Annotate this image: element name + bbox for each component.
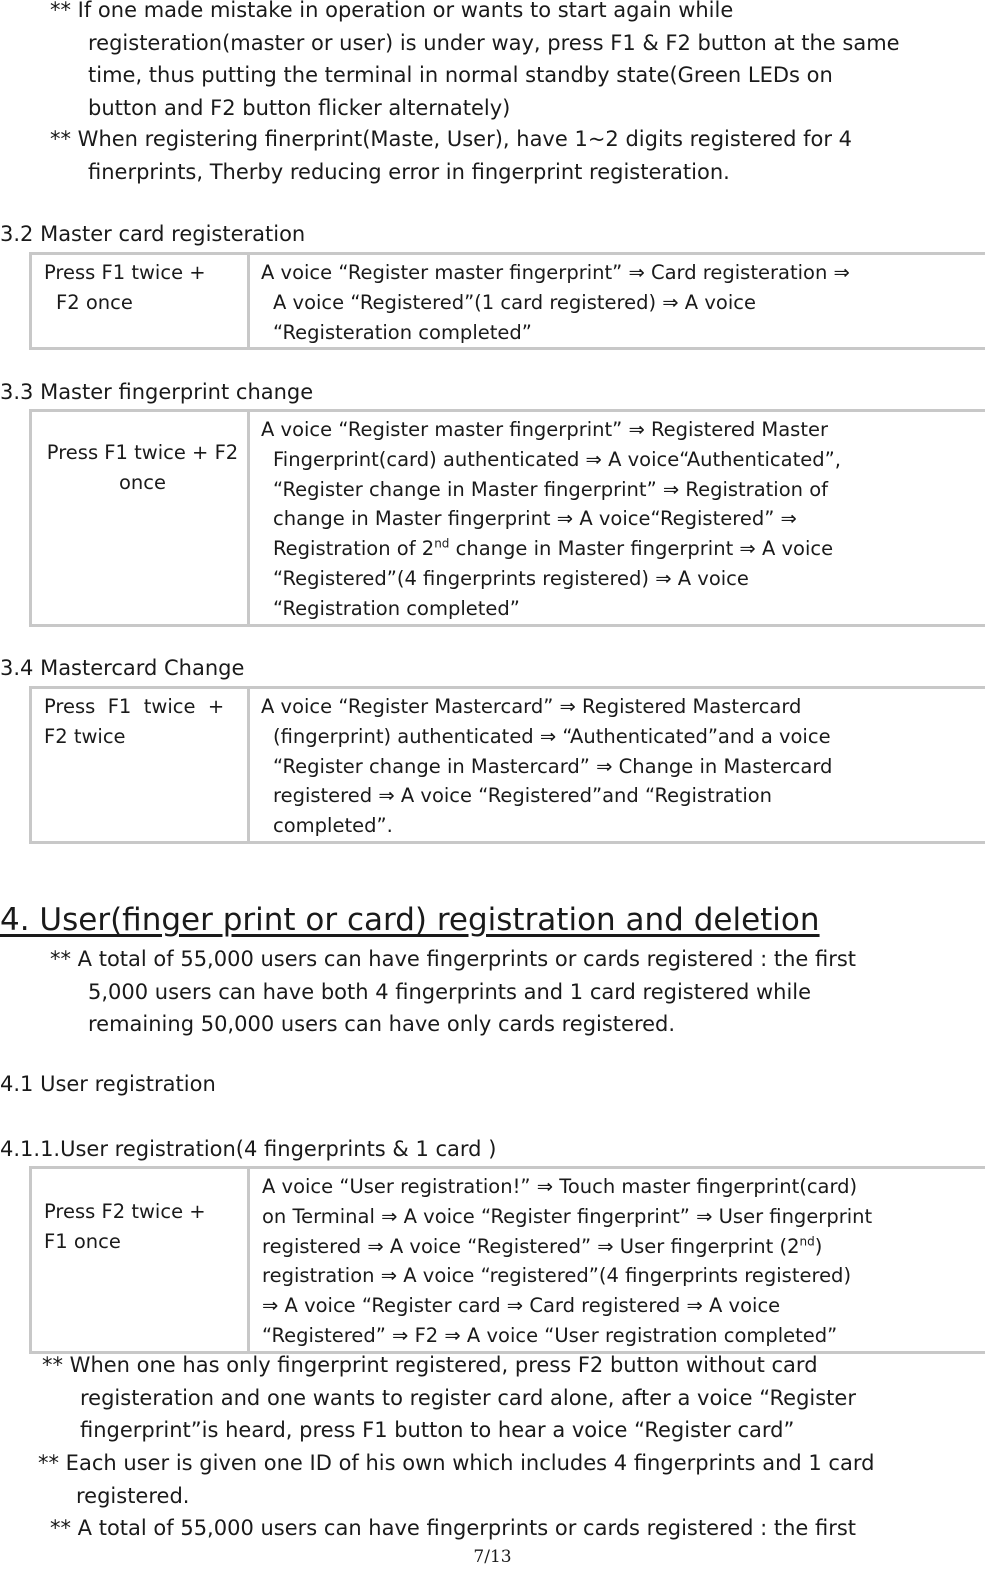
cell-line: Press F1 twice + bbox=[44, 261, 206, 284]
section-4-1-title: 4.1 User registration bbox=[0, 1072, 216, 1096]
cell-line: “Register change in Master fingerprint” ⇒ Registration of bbox=[273, 477, 828, 501]
table-left-cell bbox=[31, 688, 249, 843]
section-4-1-1-table bbox=[29, 1166, 985, 1354]
note-line: ** If one made mistake in operation or wants to start again while bbox=[50, 0, 734, 22]
cell-line: A voice “User registration!” ⇒ Touch master fingerprint(card) bbox=[262, 1175, 858, 1198]
cell-line: “Registeration completed” bbox=[273, 320, 532, 344]
note-line: finerprints, Therby reducing error in fingerprint registeration. bbox=[88, 159, 730, 184]
cell-line: once bbox=[118, 470, 166, 494]
cell-line: F2 once bbox=[56, 290, 133, 314]
section-4-1-1-title: 4.1.1.User registration(4 fingerprints & 1 card ) bbox=[0, 1137, 497, 1161]
cell-text: ) bbox=[814, 1234, 823, 1258]
cell-line: F1 once bbox=[44, 1229, 121, 1253]
cell-line: A voice “Register Mastercard” ⇒ Registered Mastercard bbox=[261, 695, 802, 718]
cell-line bbox=[262, 1232, 976, 1262]
cell-line: “Registration completed” bbox=[273, 596, 520, 620]
intro-note-1 bbox=[50, 0, 985, 124]
cell-line: A voice “Registered”(1 card registered) ⇒ A voice bbox=[273, 290, 756, 314]
note-line: time, thus putting the terminal in normal standby state(Green LEDs on bbox=[88, 63, 833, 87]
section-4-note bbox=[50, 943, 985, 1041]
cell-line: F2 twice bbox=[44, 724, 126, 748]
note-line: ** Each user is given one ID of his own which includes 4 fingerprints and 1 card bbox=[38, 1451, 875, 1475]
cell-line: on Terminal ⇒ A voice “Register fingerprint” ⇒ User fingerprint bbox=[262, 1204, 873, 1228]
table-left-cell bbox=[31, 254, 249, 349]
table-right-cell bbox=[249, 411, 985, 626]
table-right-cell bbox=[249, 1168, 985, 1353]
page-number: 7/13 bbox=[473, 1547, 512, 1567]
bottom-note-1 bbox=[42, 1349, 977, 1447]
cell-line: “Registered”(4 fingerprints registered) ⇒ A voice bbox=[273, 566, 749, 590]
note-line: button and F2 button flicker alternately) bbox=[88, 95, 511, 120]
cell-line: registered ⇒ A voice “Registered”and “Registration bbox=[273, 784, 773, 808]
table-left-cell bbox=[31, 411, 249, 626]
cell-line: “Register change in Mastercard” ⇒ Change in Mastercard bbox=[273, 754, 833, 778]
cell-text: Registration of 2 bbox=[273, 537, 435, 561]
cell-line: ⇒ A voice “Register card ⇒ Card registered ⇒ A voice bbox=[262, 1294, 781, 1318]
section-3-3-title: 3.3 Master fingerprint change bbox=[0, 380, 314, 404]
cell-line: Press F1 twice + bbox=[44, 695, 225, 718]
cell-line: Fingerprint(card) authenticated ⇒ A voice“Authenticated”, bbox=[273, 447, 841, 471]
bottom-note-2 bbox=[38, 1447, 973, 1512]
note-line: fingerprint”is heard, press F1 button to hear a voice “Register card” bbox=[80, 1418, 795, 1442]
table-right-cell bbox=[249, 688, 985, 843]
note-line: registered. bbox=[76, 1483, 190, 1508]
note-line: ** When registering finerprint(Maste, User), have 1~2 digits registered for 4 bbox=[50, 127, 852, 151]
note-line: 5,000 users can have both 4 fingerprints and 1 card registered while bbox=[88, 979, 812, 1004]
cell-line: A voice “Register master fingerprint” ⇒ Registered Master bbox=[261, 418, 829, 441]
cell-line: change in Master fingerprint ⇒ A voice“Registered” ⇒ bbox=[273, 507, 797, 531]
note-line: ** A total of 55,000 users can have fingerprints or cards registered : the first bbox=[50, 947, 857, 971]
section-3-2-table bbox=[29, 252, 985, 350]
superscript: nd bbox=[799, 1234, 815, 1249]
intro-note-2 bbox=[50, 123, 985, 188]
note-line: registeration and one wants to register card alone, after a voice “Register bbox=[80, 1385, 856, 1410]
note-line: remaining 50,000 users can have only cards registered. bbox=[88, 1012, 676, 1036]
cell-line bbox=[261, 534, 976, 564]
cell-line: “Registered” ⇒ F2 ⇒ A voice “User registration completed” bbox=[262, 1323, 838, 1347]
cell-line: completed”. bbox=[273, 814, 393, 838]
cell-line: Press F1 twice + F2 bbox=[46, 441, 239, 464]
section-3-4-title: 3.4 Mastercard Change bbox=[0, 656, 245, 680]
section-3-2-title: 3.2 Master card registeration bbox=[0, 222, 306, 246]
section-3-4-table bbox=[29, 686, 985, 844]
cell-text: registered ⇒ A voice “Registered” ⇒ User fingerprint (2 bbox=[262, 1234, 800, 1258]
note-line: ** When one has only fingerprint registered, press F2 button without card bbox=[42, 1353, 818, 1377]
section-3-3-table bbox=[29, 409, 985, 627]
table-left-cell bbox=[31, 1168, 249, 1353]
note-line: registeration(master or user) is under way, press F1 & F2 button at the same bbox=[88, 30, 900, 55]
table-right-cell bbox=[249, 254, 985, 349]
bottom-note-3 bbox=[50, 1512, 985, 1545]
cell-text: change in Master fingerprint ⇒ A voice bbox=[449, 537, 834, 561]
cell-line: Press F2 twice + bbox=[44, 1200, 206, 1223]
section-4-heading: 4. User(finger print or card) registration and deletion bbox=[0, 902, 820, 938]
note-line: ** A total of 55,000 users can have fingerprints or cards registered : the first bbox=[50, 1516, 857, 1540]
cell-line: (fingerprint) authenticated ⇒ “Authenticated”and a voice bbox=[273, 724, 831, 748]
cell-line: registration ⇒ A voice “registered”(4 fingerprints registered) bbox=[262, 1264, 852, 1288]
superscript: nd bbox=[434, 536, 450, 551]
cell-line: A voice “Register master fingerprint” ⇒ Card registeration ⇒ bbox=[261, 261, 850, 284]
